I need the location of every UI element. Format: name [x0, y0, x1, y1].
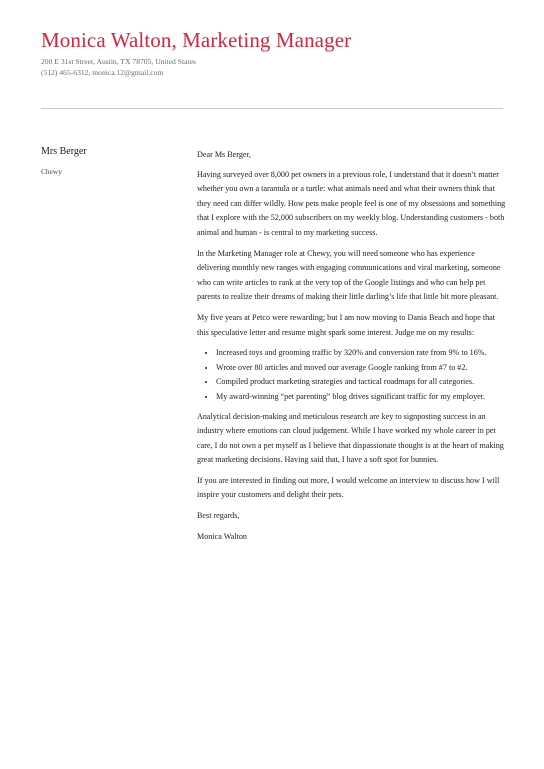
- signoff: Best regards,: [197, 511, 240, 521]
- list-item: • My award-winning “pet parenting” blog drives significant traffic for my employer.: [216, 390, 507, 405]
- salutation: Dear Ms Berger,: [197, 150, 251, 159]
- address-line: 200 E 31st Street, Austin, TX 78705, United States: [41, 57, 196, 66]
- contact-info: [41, 56, 503, 78]
- results-list: [197, 346, 507, 404]
- recipient-company: Chewy: [41, 167, 62, 176]
- recipient-block: [41, 145, 171, 177]
- paragraph: Having surveyed over 8,000 pet owners in a previous role, I understand that it doesn’t matter whether you own a tarantula or a turtle: what animals need and what their owners think that they need can differ wildly. How pets make people feel is one of my obsessions and something that I explore with the 52,000 subscribers on my weekly blog. Understanding customers - both animal and human - is central to my marketing success.: [197, 169, 506, 237]
- recipient-name: Mrs Berger: [41, 146, 87, 157]
- paragraph: My five years at Petco were rewarding; but I am now moving to Dania Beach and hope that this speculative letter and resume might spark some interest. Judge me on my results:: [197, 312, 496, 337]
- list-item: • Increased toys and grooming traffic by 320% and conversion rate from 9% to 16%.: [216, 346, 507, 361]
- letter-header: [41, 27, 503, 78]
- header-divider: [41, 108, 503, 109]
- name-title: Monica Walton, Marketing Manager: [41, 28, 352, 52]
- list-item: • Compiled product marketing strategies and tactical roadmaps for all categories.: [216, 375, 507, 390]
- paragraph: Analytical decision-making and meticulous research are key to signposting success in an industry where emotions can cloud judgement. While I have worked my whole career in pet care, I do not own a pet myself as I believe that dispassionate thought is at the heart of making great marketing decisions. Having said that, I have a soft spot for bunnies.: [197, 411, 504, 465]
- paragraph: In the Marketing Manager role at Chewy, you will need someone who has experience delivering monthly new ranges with engaging communications and viral marketing, someone who can write articles to rank at the very top of the Google listings and who can help pet parents to realize their dreams of making their little darling’s life that little bit more pleasant.: [197, 248, 501, 302]
- list-item: • Wrote over 80 articles and moved our average Google ranking from #7 to #2.: [216, 361, 507, 376]
- phone-email-line: (512) 465-6312, monica.12@gmail.com: [41, 68, 164, 77]
- letter-body: [197, 148, 507, 550]
- paragraph: If you are interested in finding out more, I would welcome an interview to discuss how I will inspire your customers and delight their pets.: [197, 475, 500, 500]
- signature-name: Monica Walton: [197, 531, 247, 541]
